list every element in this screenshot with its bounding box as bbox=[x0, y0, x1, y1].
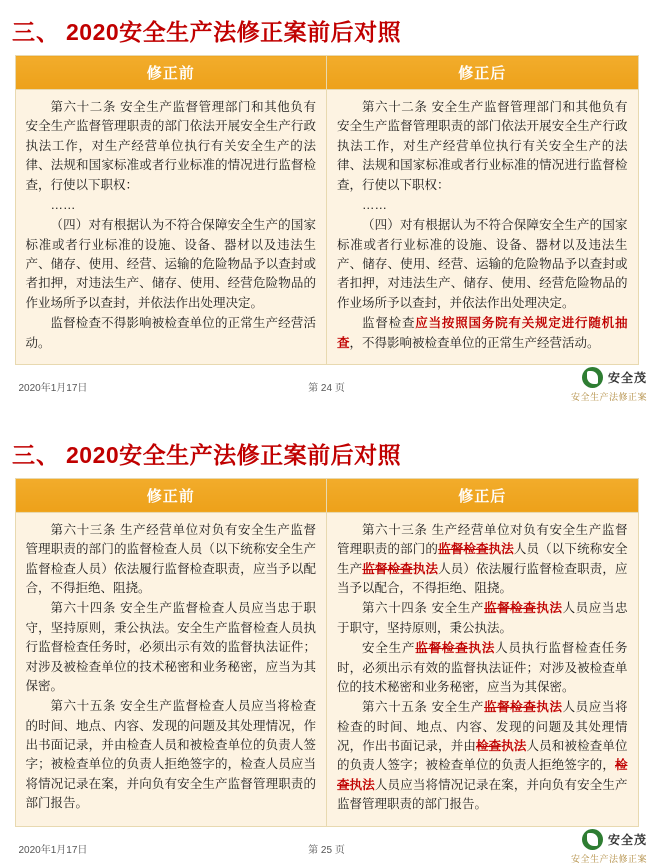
slide-2 bbox=[0, 423, 653, 867]
paragraph: 第六十二条 安全生产监督管理部门和其他负有安全生产监督管理职责的部门依法开展安全生产行政执法工作，对生产经营单位执行有关安全生产的法律、法规和国家标准或者行业标准的情况进行监督检查，行使以下职权： bbox=[25, 100, 316, 192]
paragraph: 第六十四条 安全生产监督检查人员应当忠于职守，坚持原则，秉公执法。安全生产监督检查人员执行监督检查任务时，必须出示有效的监督执法证件；对涉及被检查单位的技术秘密和业务秘密，应当为其保密。 bbox=[25, 601, 316, 693]
footer-page-number: 第 24 页 bbox=[308, 382, 345, 394]
title-number: 三、 bbox=[12, 19, 60, 45]
text-part: 人员（以下统称安全生产 bbox=[337, 542, 628, 576]
text-part: 人员）依法履行监督检查职责，应当予以配合，不得拒绝、阻挠。 bbox=[337, 561, 628, 595]
text-part: 安全生产 bbox=[362, 641, 416, 656]
revision-deleted: 监督检查 bbox=[415, 641, 469, 656]
footer-date: 2020年1月17日 bbox=[18, 844, 88, 856]
revision-added: 执法 bbox=[501, 739, 527, 753]
watermark-name: 安全茂 bbox=[607, 832, 647, 847]
slide-divider bbox=[0, 405, 653, 423]
revision-added: 执法 bbox=[536, 601, 563, 616]
comparison-table-2 bbox=[15, 478, 639, 827]
revision-added: 执法 bbox=[536, 700, 563, 715]
cell-before-1 bbox=[15, 90, 327, 365]
revision-deleted: 监督检查 bbox=[483, 601, 537, 616]
table-row bbox=[15, 90, 638, 365]
paragraph-article-65 bbox=[337, 698, 628, 814]
footer-page-number: 第 25 页 bbox=[308, 844, 345, 856]
column-header-before: 修正前 bbox=[15, 56, 327, 90]
comparison-table-1 bbox=[15, 55, 639, 365]
title-number: 三、 bbox=[12, 441, 60, 468]
leaf-logo-icon bbox=[582, 829, 603, 850]
watermark-name: 安全茂 bbox=[607, 370, 647, 385]
paragraph-ellipsis: …… bbox=[362, 197, 387, 212]
title-text: 2020安全生产法修正案前后对照 bbox=[66, 441, 402, 468]
cell-after-1 bbox=[327, 90, 639, 365]
paragraph-revised bbox=[337, 314, 628, 353]
paragraph-article-64-2 bbox=[337, 639, 628, 697]
text-part: 第六十三条 生产经营单位对负有安全生产监督管理职责的部门的 bbox=[337, 522, 628, 557]
revision-deleted: 监督检查 bbox=[438, 542, 489, 557]
revision-added: 执法 bbox=[349, 777, 375, 792]
column-header-before: 修正前 bbox=[15, 478, 327, 512]
text-part: 第六十五条 安全生产 bbox=[362, 700, 484, 715]
paragraph: （四）对有根据认为不符合保障安全生产的国家标准或者行业标准的设施、设备、器材以及违法生产、储存、使用、经营、运输的危险物品予以查封或者扣押，对违法生产、储存、使用、经营危险物品的作业场所予以查封，并依法作出处理决定。 bbox=[25, 218, 316, 310]
text-part: 人员应当将情况记录在案，并向负有安全生产监督管理职责的部门报告。 bbox=[337, 777, 628, 812]
paragraph: 第六十五条 安全生产监督检查人员应当将检查的时间、地点、内容、发现的问题及其处理情况，作出书面记录，并由检查人员和被检查单位的负责人签字；被检查单位的负责人拒绝签字的，检查人员应当将情况记录在案，并向负有安全生产监督管理职责的部门报告。 bbox=[25, 699, 316, 811]
watermark-2 bbox=[497, 829, 647, 865]
page-title-2 bbox=[0, 423, 653, 478]
revision-deleted: 监督检查 bbox=[483, 700, 537, 715]
cell-before-2 bbox=[15, 512, 327, 826]
revision-added: 执法 bbox=[468, 641, 496, 656]
paragraph-ellipsis: …… bbox=[50, 197, 76, 212]
watermark-subtitle: 安全生产法修正案 bbox=[570, 853, 647, 864]
paragraph: 第六十二条 安全生产监督管理部门和其他负有安全生产监督管理职责的部门依法开展安全生产行政执法工作，对生产经营单位执行有关安全生产的法律、法规和国家标准或者行业标准的情况进行监督检查，行使以下职权： bbox=[337, 100, 628, 192]
revision-highlight: 应当按照国务院有关规定进行随机抽查 bbox=[337, 316, 628, 350]
text-suffix: ，不得影响被检查单位的正常生产经营活动。 bbox=[349, 335, 600, 350]
text-part: 人员执行监督检查任务时，必须出示有效的监督执法证件；对涉及被检查单位的技术秘密和业务秘密，应当为其保密。 bbox=[337, 641, 628, 694]
paragraph: （四）对有根据认为不符合保障安全生产的国家标准或者行业标准的设施、设备、器材以及违法生产、储存、使用、经营、运输的危险物品予以查封或者扣押，对违法生产、储存、使用、经营危险物品的作业场所予以查封，并依法作出处理决定。 bbox=[337, 218, 628, 310]
footer-date: 2020年1月17日 bbox=[18, 382, 88, 394]
watermark-1 bbox=[497, 367, 647, 403]
text-part: 第六十四条 安全生产 bbox=[362, 601, 484, 616]
column-header-after: 修正后 bbox=[327, 478, 639, 512]
paragraph-article-63 bbox=[337, 521, 628, 599]
text-prefix: 监督检查 bbox=[362, 316, 416, 331]
text-part: 人员和被检查单位的负责人签字；被检查单位的负责人拒绝签字的， bbox=[337, 739, 628, 773]
revision-deleted: 检查 bbox=[337, 758, 628, 792]
paragraph: 监督检查不得影响被检查单位的正常生产经营活动。 bbox=[25, 316, 316, 350]
revision-deleted: 检查 bbox=[475, 739, 502, 753]
text-part: 人员应当将检查的时间、地点、内容、发现的问题及其处理情况，作出书面记录，并由 bbox=[337, 700, 628, 753]
column-header-after: 修正后 bbox=[327, 56, 639, 90]
paragraph-article-64 bbox=[337, 599, 628, 638]
table-header-row bbox=[15, 478, 638, 512]
cell-after-2 bbox=[327, 512, 639, 826]
text-part: 人员应当忠于职守，坚持原则，秉公执法。 bbox=[337, 601, 628, 635]
revision-added: 执法 bbox=[488, 542, 514, 557]
revision-deleted: 监督检查 bbox=[362, 561, 413, 576]
table-row bbox=[15, 512, 638, 826]
title-text: 2020安全生产法修正案前后对照 bbox=[66, 19, 402, 45]
slide-1 bbox=[0, 0, 653, 405]
watermark-subtitle: 安全生产法修正案 bbox=[570, 391, 647, 402]
revision-added: 执法 bbox=[412, 561, 439, 576]
leaf-logo-icon bbox=[582, 367, 603, 388]
page-title bbox=[0, 0, 653, 55]
table-header-row bbox=[15, 56, 638, 90]
paragraph: 第六十三条 生产经营单位对负有安全生产监督管理职责的部门的监督检查人员（以下统称安全生产监督检查人员）依法履行监督检查职责，应当予以配合，不得拒绝、阻挠。 bbox=[25, 522, 316, 595]
